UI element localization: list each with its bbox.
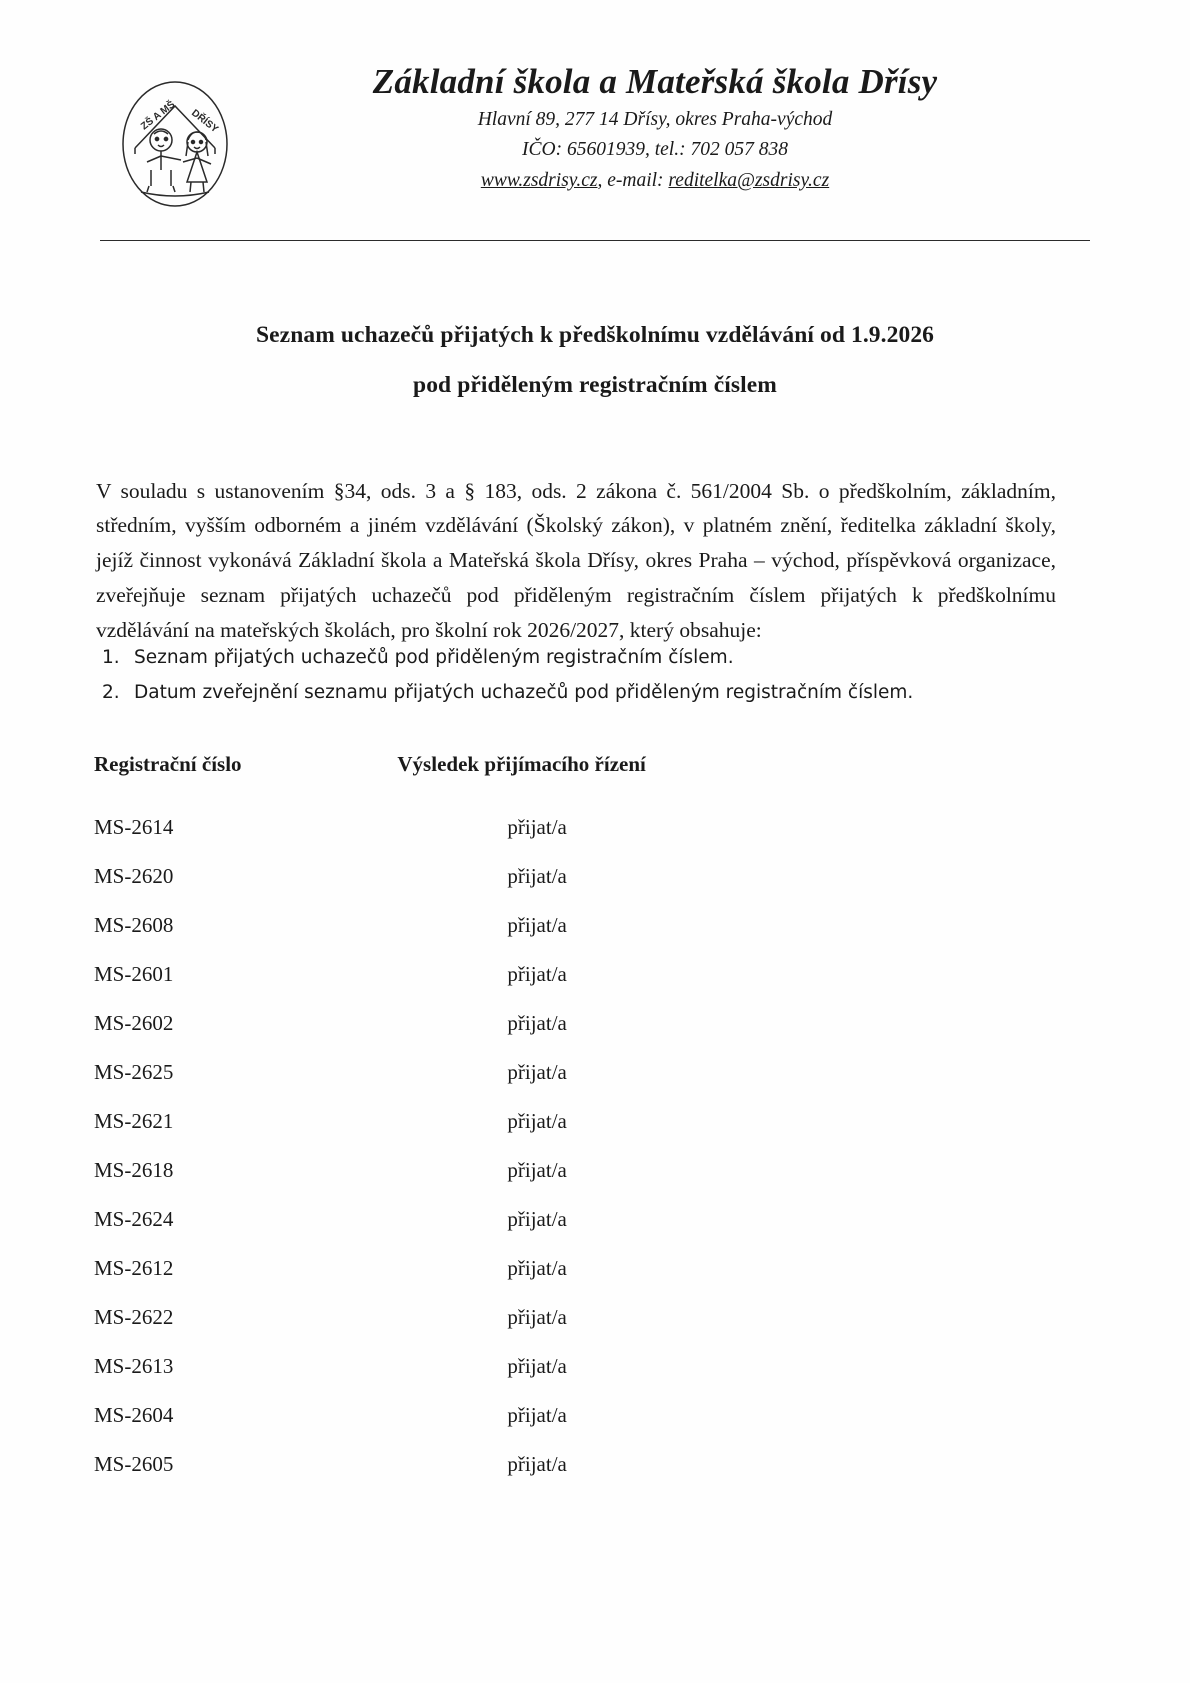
cell-result: přijat/a (507, 962, 567, 986)
cell-registration-number: MS-2620 (94, 864, 174, 888)
table-row (94, 999, 794, 1048)
cell-registration-number: MS-2605 (94, 1452, 174, 1476)
table-row (94, 1097, 794, 1146)
list-item (96, 675, 1056, 710)
school-email-link[interactable]: reditelka@zsdrisy.cz (668, 169, 830, 191)
legal-paragraph: V souladu s ustanovením §34, ods. 3 a § 183, ods. 2 zákona č. 561/2004 Sb. o předškolním, základním, středním, vyšším odborném a jiném vzdělávání (Školský zákon), v platném znění, ředitelka základní školy, jejíž činnost vykonává Základní škola a Mateřská škola Dřísy, okres Praha – východ, příspěvková organizace, zveřejňuje seznam přijatých uchazečů pod přiděleným registračním číslem přijatých k předškolnímu vzdělávání na mateřských školách, pro školní rok 2026/2027, který obsahuje: (96, 478, 1056, 642)
cell-result: přijat/a (507, 1354, 567, 1378)
list-item-marker: 1. (102, 647, 120, 668)
list-item-label: Seznam přijatých uchazečů pod přiděleným registračním číslem. (134, 647, 734, 668)
cell-result: přijat/a (507, 864, 567, 888)
cell-result: přijat/a (507, 1452, 567, 1476)
cell-result: přijat/a (507, 1158, 567, 1182)
table-row (94, 950, 794, 999)
cell-registration-number: MS-2614 (94, 815, 174, 839)
list-item-label: Datum zveřejnění seznamu přijatých uchazečů pod přiděleným registračním číslem. (134, 682, 914, 704)
table-row (94, 1146, 794, 1195)
school-ico-phone: IČO: 65601939, tel.: 702 057 838 (522, 139, 788, 161)
list-item-marker: 2. (102, 682, 120, 704)
school-identity (250, 62, 1090, 195)
contents-list (96, 640, 1056, 710)
table-body (94, 803, 794, 1489)
email-label: , e-mail: (597, 169, 669, 191)
cell-registration-number: MS-2622 (94, 1305, 174, 1329)
cell-result: přijat/a (507, 1060, 567, 1084)
column-header-registration-number: Registrační číslo (94, 752, 242, 776)
cell-result: přijat/a (507, 1207, 567, 1231)
table-header-row (94, 752, 794, 803)
table-row (94, 901, 794, 950)
list-item (96, 640, 1056, 675)
table-row (94, 1195, 794, 1244)
logo-text-right: DŘÍSY (189, 107, 221, 136)
table-row (94, 803, 794, 852)
cell-result: přijat/a (507, 1256, 567, 1280)
page-title: Seznam uchazečů přijatých k předškolnímu vzdělávání od 1.9.2026 (255, 322, 935, 348)
table-row (94, 1391, 794, 1440)
table-row (94, 1244, 794, 1293)
table-row (94, 852, 794, 901)
table-row (94, 1048, 794, 1097)
admission-results-table (94, 752, 794, 1489)
cell-registration-number: MS-2618 (94, 1158, 174, 1182)
cell-registration-number: MS-2612 (94, 1256, 174, 1280)
cell-result: přijat/a (507, 1109, 567, 1133)
cell-registration-number: MS-2613 (94, 1354, 174, 1378)
cell-result: přijat/a (507, 1011, 567, 1035)
cell-registration-number: MS-2624 (94, 1207, 174, 1231)
table-head (94, 752, 794, 803)
page-subtitle: pod přiděleným registračním číslem (413, 372, 777, 398)
header-divider-rule (100, 240, 1090, 241)
column-header-result: Výsledek přijímacího řízení (397, 752, 646, 776)
table-row (94, 1440, 794, 1489)
cell-registration-number: MS-2604 (94, 1403, 174, 1427)
cell-registration-number: MS-2625 (94, 1060, 174, 1084)
school-contact-line (250, 167, 1060, 195)
zs-ms-drisy-logo-icon (111, 74, 239, 214)
cell-registration-number: MS-2621 (94, 1109, 174, 1133)
school-address: Hlavní 89, 277 14 Dřísy, okres Praha-východ (477, 109, 833, 131)
school-website-link[interactable]: www.zsdrisy.cz (480, 169, 598, 191)
cell-result: přijat/a (507, 1305, 567, 1329)
cell-result: přijat/a (507, 815, 567, 839)
cell-result: přijat/a (507, 1403, 567, 1427)
letterhead (100, 62, 1090, 214)
cell-registration-number: MS-2601 (94, 962, 174, 986)
logo-text-left: ZŠ A MŠ (139, 99, 178, 133)
school-name: Základní škola a Mateřská škola Dřísy (372, 62, 938, 101)
school-logo (100, 62, 250, 214)
table-row (94, 1293, 794, 1342)
cell-registration-number: MS-2608 (94, 913, 174, 937)
cell-result: přijat/a (507, 913, 567, 937)
table-row (94, 1342, 794, 1391)
cell-registration-number: MS-2602 (94, 1011, 174, 1035)
